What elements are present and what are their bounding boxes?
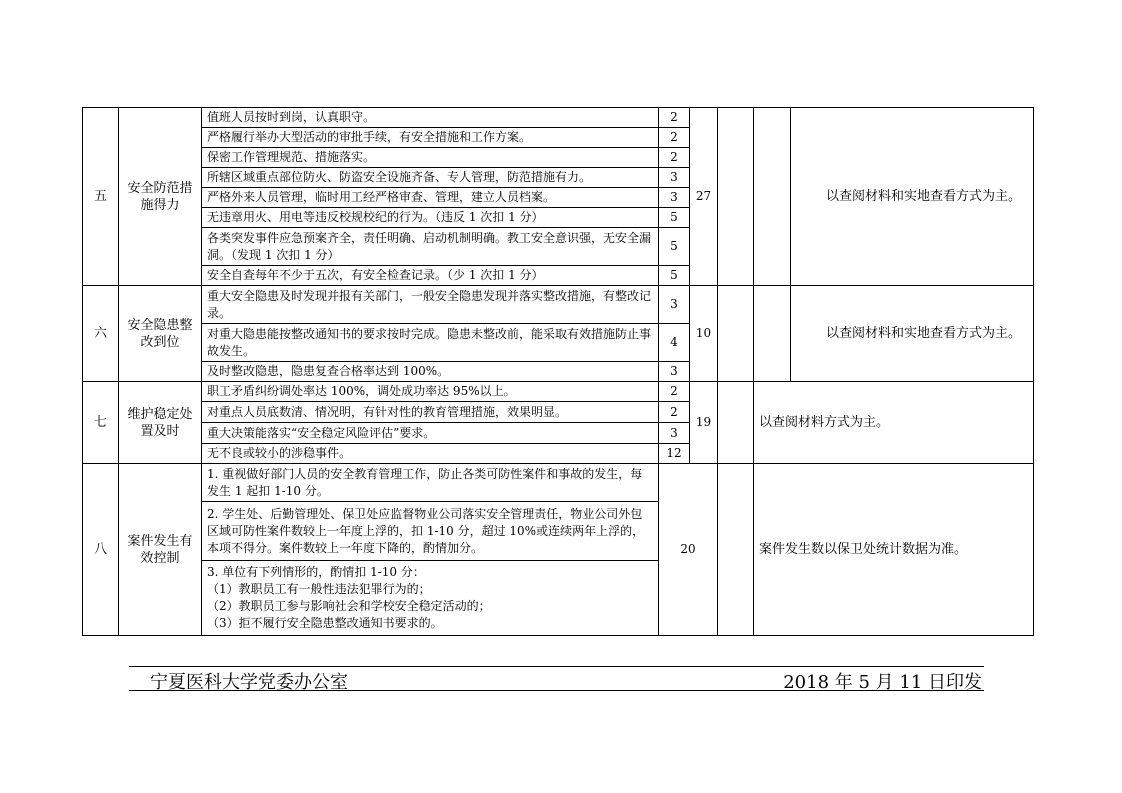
criterion-text: 及时整改隐患，隐患复查合格率达到 100%。 <box>202 362 659 382</box>
footer-divider-bottom <box>129 690 984 691</box>
footer-divider-top <box>129 666 984 667</box>
section-category: 案件发生有效控制 <box>119 464 202 636</box>
section-total: 10 <box>690 286 718 382</box>
table-row <box>83 108 1034 128</box>
criterion-subitem: （3）拒不履行安全隐患整改通知书要求的。 <box>207 616 443 630</box>
criterion-text: 严格履行举办大型活动的审批手续，有安全措施和工作方案。 <box>202 128 659 148</box>
criterion-text: 严格外来人员管理，临时用工经严格审查、管理，建立人员档案。 <box>202 188 659 208</box>
score-cell <box>754 108 791 286</box>
issuer: 宁夏医科大学党委办公室 <box>150 672 348 693</box>
evaluation-method: 案件发生数以保卫处统计数据为准。 <box>754 464 1034 636</box>
criterion-text: 2. 学生处、后勤管理处、保卫处应监督物业公司落实安全管理责任，物业公司外包区域可防性案件数较上一年度上浮的，扣 1-10 分，超过 10%或连续两年上浮的，本项不得分。案件数较上一年度下降的，酌情加分。 <box>202 502 659 561</box>
issue-date: 2018 年 5 月 11 日印发 <box>783 672 982 693</box>
criterion-points: 3 <box>659 286 690 324</box>
criterion-points: 2 <box>659 148 690 168</box>
score-cell <box>718 108 754 286</box>
section-category: 安全隐患整改到位 <box>119 286 202 382</box>
section-number: 五 <box>83 108 119 286</box>
criterion-points: 2 <box>659 108 690 128</box>
criterion-text: 无不良或较小的涉稳事件。 <box>202 444 659 464</box>
section-category: 维护稳定处置及时 <box>119 382 202 464</box>
criterion-text: 1. 重视做好部门人员的安全教育管理工作，防止各类可防性案件和事故的发生，每发生 1 起扣 1-10 分。 <box>202 464 659 502</box>
section-category: 安全防范措施得力 <box>119 108 202 286</box>
criterion-points: 12 <box>659 444 690 464</box>
evaluation-table <box>82 107 1034 636</box>
criterion-subitem: （2）教职员工参与影响社会和学校安全稳定活动的； <box>207 599 491 613</box>
criterion-points: 3 <box>659 423 690 444</box>
criterion-text: 对重点人员底数清、情况明，有针对性的教育管理措施，效果明显。 <box>202 402 659 423</box>
criterion-points: 5 <box>659 266 690 286</box>
criterion-points: 3 <box>659 362 690 382</box>
evaluation-method <box>791 286 1034 382</box>
criterion-points: 4 <box>659 324 690 362</box>
section-total: 19 <box>690 382 718 464</box>
criterion-points: 5 <box>659 228 690 266</box>
criterion-text: 重大安全隐患及时发现并报有关部门，一般安全隐患发现并落实整改措施，有整改记录。 <box>202 286 659 324</box>
criterion-text: 无违章用火、用电等违反校规校纪的行为。（违反 1 次扣 1 分） <box>202 208 659 228</box>
criterion-text: 值班人员按时到岗，认真职守。 <box>202 108 659 128</box>
table-row <box>83 286 1034 324</box>
criterion-text: 保密工作管理规范、措施落实。 <box>202 148 659 168</box>
evaluation-method <box>791 108 1034 286</box>
section-number: 八 <box>83 464 119 636</box>
criterion-points: 3 <box>659 168 690 188</box>
section-total: 20 <box>659 464 718 636</box>
section-total: 27 <box>690 108 718 286</box>
score-cell <box>718 464 754 636</box>
table-row <box>83 464 1034 502</box>
criterion-points: 2 <box>659 402 690 423</box>
method-text: 以查阅材料和实地查看方式为主。 <box>826 326 1022 341</box>
table-row <box>83 382 1034 402</box>
criterion-heading: 3. 单位有下列情形的，酌情扣 1-10 分： <box>207 565 425 579</box>
criterion-text: 各类突发事件应急预案齐全，责任明确、启动机制明确。教工安全意识强，无安全漏洞。（发现 1 次扣 1 分） <box>202 228 659 266</box>
criterion-text: 重大决策能落实“安全稳定风险评估”要求。 <box>202 423 659 444</box>
criterion-points: 2 <box>659 382 690 402</box>
criterion-points: 3 <box>659 188 690 208</box>
criterion-text <box>202 561 659 636</box>
criterion-text: 安全自查每年不少于五次，有安全检查记录。（少 1 次扣 1 分） <box>202 266 659 286</box>
criterion-text: 职工矛盾纠纷调处率达 100%，调处成功率达 95%以上。 <box>202 382 659 402</box>
criterion-subitem: （1）教职员工有一般性违法犯罪行为的； <box>207 582 431 596</box>
section-number: 六 <box>83 286 119 382</box>
criterion-points: 2 <box>659 128 690 148</box>
criterion-text: 所辖区域重点部位防火、防盗安全设施齐备、专人管理，防范措施有力。 <box>202 168 659 188</box>
score-cell <box>718 382 754 464</box>
score-cell <box>754 286 791 382</box>
criterion-text: 对重大隐患能按整改通知书的要求按时完成。隐患未整改前，能采取有效措施防止事故发生。 <box>202 324 659 362</box>
criterion-points: 5 <box>659 208 690 228</box>
section-number: 七 <box>83 382 119 464</box>
score-cell <box>718 286 754 382</box>
evaluation-method: 以查阅材料方式为主。 <box>754 382 1034 464</box>
method-text: 以查阅材料和实地查看方式为主。 <box>826 189 1022 204</box>
